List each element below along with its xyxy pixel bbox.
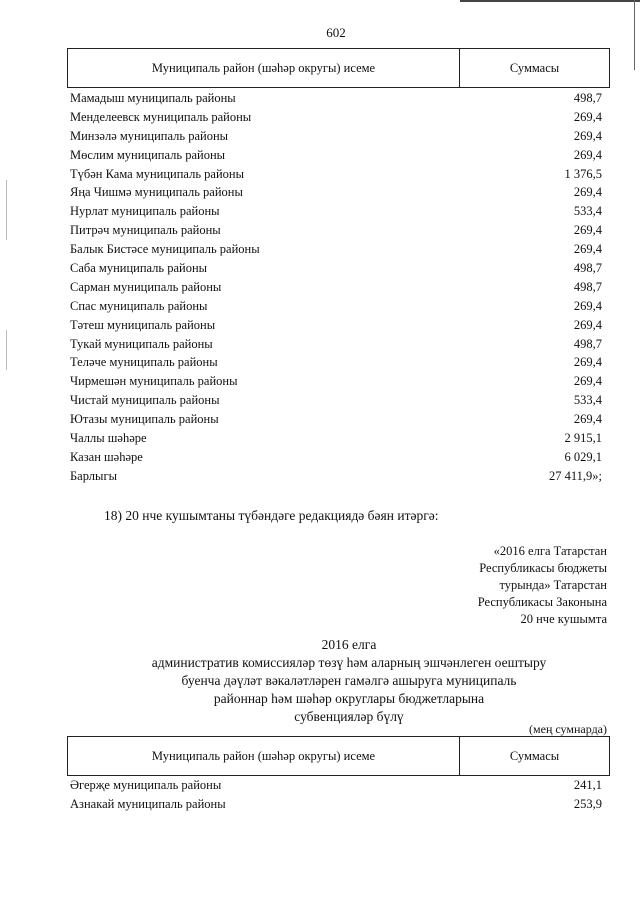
- table1-header: [67, 48, 610, 88]
- row-name: Спас муниципаль районы: [70, 298, 208, 313]
- annex-line: Республикасы Законына: [477, 595, 607, 609]
- table1-body: [70, 89, 602, 486]
- row-name: Менделеевск муниципаль районы: [70, 109, 252, 124]
- row-name: Барлыгы: [70, 468, 117, 483]
- row-name: Чирмешән муниципаль районы: [70, 374, 238, 389]
- row-amount: 253,9: [573, 796, 602, 811]
- table-row: [70, 316, 602, 335]
- scan-margin-mark: [6, 180, 7, 240]
- table-row: [70, 278, 602, 297]
- row-amount: 498,7: [573, 261, 602, 276]
- table-row: [70, 429, 602, 448]
- row-name: Тукай муниципаль районы: [70, 336, 213, 351]
- row-name: Балык Бистәсе муниципаль районы: [70, 242, 260, 257]
- row-amount: 269,4: [573, 109, 602, 124]
- row-amount: 269,4: [573, 223, 602, 238]
- table-row: [70, 146, 602, 165]
- table-row-total: [70, 467, 602, 486]
- row-amount: 269,4: [573, 128, 602, 143]
- table2-body: [70, 776, 602, 814]
- row-amount: 498,7: [573, 336, 602, 351]
- row-amount: 6 029,1: [564, 449, 602, 464]
- table-row: [70, 297, 602, 316]
- row-amount: 27 411,9»;: [548, 468, 602, 483]
- row-amount: 269,4: [573, 355, 602, 370]
- table-row: [70, 127, 602, 146]
- row-name: Нурлат муниципаль районы: [70, 204, 220, 219]
- row-amount: 269,4: [573, 242, 602, 257]
- table2-header-name: Муниципаль район (шәһәр округы) исеме: [68, 737, 460, 775]
- section-title: [120, 636, 578, 726]
- table-row: [70, 221, 602, 240]
- row-amount: 241,1: [573, 778, 602, 792]
- row-name: Мөслим муниципаль районы: [70, 147, 226, 162]
- table-row: [70, 353, 602, 372]
- table-row: [70, 776, 602, 795]
- row-amount: 269,4: [573, 317, 602, 332]
- table-row: [70, 795, 602, 814]
- row-amount: 269,4: [573, 147, 602, 162]
- row-amount: 1 376,5: [564, 166, 602, 181]
- row-amount: 269,4: [573, 185, 602, 200]
- row-amount: 269,4: [573, 412, 602, 427]
- annex-line: «2016 елга Татарстан: [493, 544, 607, 558]
- annex-line: Республикасы бюджеты: [479, 561, 607, 575]
- row-amount: 533,4: [573, 204, 602, 219]
- scan-margin-mark: [6, 330, 7, 370]
- row-amount: 269,4: [573, 374, 602, 389]
- row-amount: 533,4: [573, 393, 602, 408]
- table2-header: [67, 736, 610, 776]
- row-name: Чаллы шәһәре: [70, 431, 147, 446]
- row-name: Азнакай муниципаль районы: [70, 796, 226, 811]
- scan-edge-line: [460, 0, 640, 2]
- table-row: [70, 108, 602, 127]
- row-name: Яңа Чишмә муниципаль районы: [70, 185, 243, 200]
- table2-header-amount: Суммасы: [509, 748, 560, 763]
- row-name: Сарман муниципаль районы: [70, 279, 222, 294]
- title-line: буенча дәүләт вәкаләтләрен гамәлгә ашыруга муниципаль: [181, 673, 517, 688]
- table-row: [70, 89, 602, 108]
- table-row: [70, 202, 602, 221]
- row-name: Минзәлә муниципаль районы: [70, 128, 229, 143]
- row-name: Мамадыш муниципаль районы: [70, 91, 236, 105]
- row-name: Чистай муниципаль районы: [70, 393, 220, 408]
- table1-header-name: Муниципаль район (шәһәр округы) исеме: [68, 49, 460, 87]
- row-name: Теләче муниципаль районы: [70, 355, 218, 370]
- table-row: [70, 259, 602, 278]
- table-row: [70, 165, 602, 184]
- row-name: Тәтеш муниципаль районы: [70, 317, 216, 332]
- row-name: Саба муниципаль районы: [70, 261, 208, 276]
- annex-line: 20 нче кушымта: [520, 612, 607, 626]
- table-row: [70, 372, 602, 391]
- row-amount: 498,7: [573, 91, 602, 105]
- amendment-paragraph: 18) 20 нче кушымтаны түбәндәге редакциядә бәян итәргә:: [104, 508, 439, 523]
- unit-label: (мең сумнарда): [529, 722, 607, 736]
- annex-reference: [478, 543, 607, 628]
- annex-line: турында» Татарстан: [499, 578, 607, 592]
- table-row: [70, 240, 602, 259]
- table-row: [70, 391, 602, 410]
- table-row: [70, 335, 602, 354]
- row-amount: 498,7: [573, 279, 602, 294]
- title-line: районнар һәм шәһәр округлары бюджетларына: [213, 691, 485, 706]
- table1-header-amount: Суммасы: [509, 60, 560, 75]
- title-line: административ комиссияләр төзү һәм аларның эшчәнлеген оештыру: [151, 655, 547, 670]
- title-line: 2016 елга: [321, 637, 377, 652]
- row-name: Казан шәһәре: [70, 449, 143, 464]
- row-amount: 269,4: [573, 298, 602, 313]
- table-row: [70, 410, 602, 429]
- row-name: Питрәч муниципаль районы: [70, 223, 221, 238]
- table-row: [70, 183, 602, 202]
- row-name: Әгерҗе муниципаль районы: [70, 778, 222, 792]
- page-number: 602: [326, 25, 346, 40]
- row-amount: 2 915,1: [564, 431, 602, 446]
- row-name: Түбән Кама муниципаль районы: [70, 166, 244, 181]
- title-line: субвенцияләр бүлү: [294, 709, 404, 724]
- table-row: [70, 448, 602, 467]
- row-name: Ютазы муниципаль районы: [70, 412, 219, 427]
